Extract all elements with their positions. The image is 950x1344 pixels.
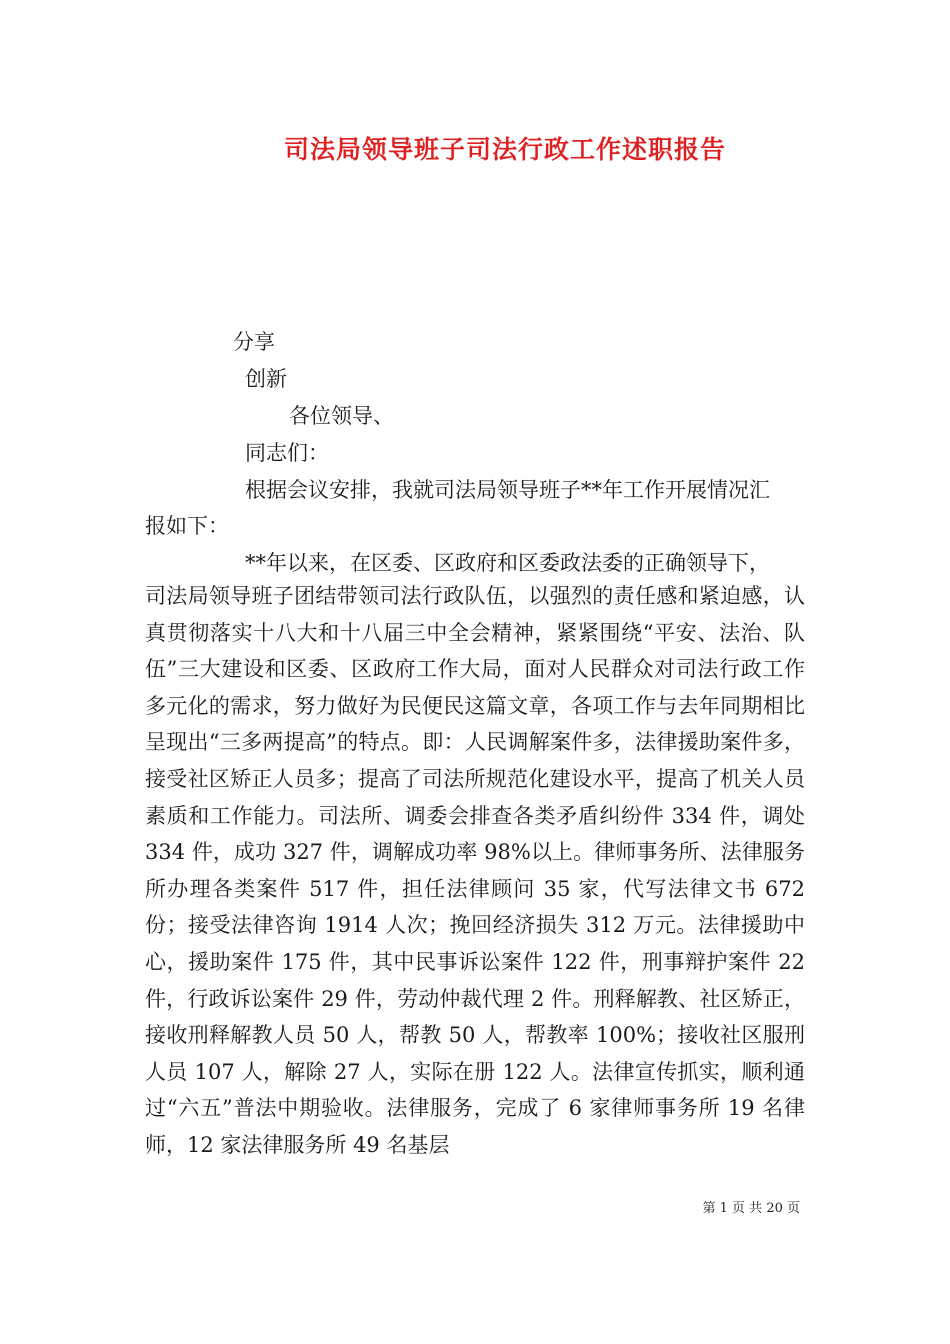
- intro-line-2: 报如下：: [145, 514, 229, 538]
- innovate-line: 创新: [245, 367, 287, 391]
- page-number: 第 1 页 共 20 页: [702, 1201, 800, 1216]
- report-paragraph: [145, 578, 805, 1164]
- greeting-line-2: 同志们：: [245, 441, 329, 465]
- paragraph-lead: **年以来，在区委、区政府和区委政法委的正确领导下，: [245, 551, 770, 575]
- document-title: 司法局领导班子司法行政工作述职报告: [283, 135, 726, 164]
- share-line: 分享: [233, 330, 275, 354]
- report-paragraph-text: 司法局领导班子团结带领司法行政队伍，以强烈的责任感和紧迫感，认真贯彻落实十八大和十八届三中全会精神，紧紧围绕“平安、法治、队伍”三大建设和区委、区政府工作大局，面对人民群众对司法行政工作多元化的需求，努力做好为民便民这篇文章，各项工作与去年同期相比呈现出“三多两提高”的特点。即：人民调解案件多，法律援助案件多，接受社区矫正人员多；提高了司法所规范化建设水平，提高了机关人员素质和工作能力。司法所、调委会排查各类矛盾纠纷件 334 件，调处 334 件，成功 327 件，调解成功率 98%以上。律师事务所、法律服务所办理各类案件 517 件，担任法律顾问 35 家，代写法律文书 672 份；接受法律咨询 1914 人次；挽回经济损失 312 万元。法律援助中心，援助案件 175 件，其中民事诉讼案件 122 件，刑事辩护案件 22 件，行政诉讼案件 29 件，劳动仲裁代理 2 件。刑释解教、社区矫正，接收刑释解教人员 50 人，帮教 50 人，帮教率 100%；接收社区服刑人员 107 人，解除 27 人，实际在册 122 人。法律宣传抓实，顺利通过“六五”普法中期验收。法律服务，完成了 6 家律师事务所 19 名律师，12 家法律服务所 49 名基层: [145, 584, 805, 1157]
- intro-line-1: 根据会议安排，我就司法局领导班子**年工作开展情况汇: [245, 478, 770, 502]
- greeting-line-1: 各位领导、: [289, 404, 394, 428]
